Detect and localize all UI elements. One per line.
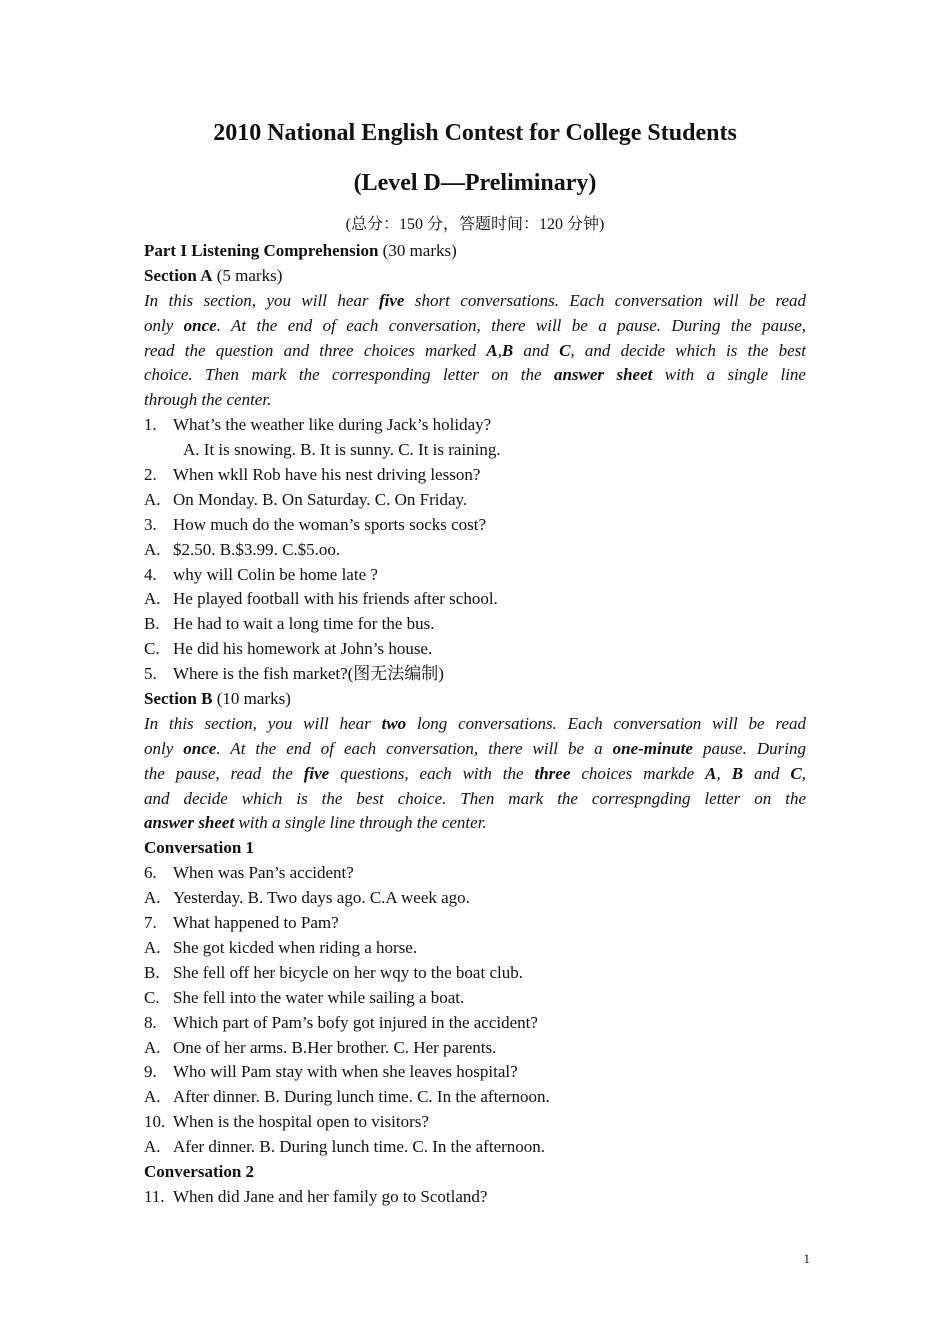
part1-heading: Part I Listening Comprehension (30 marks)	[144, 241, 457, 260]
answer-options	[144, 1135, 806, 1160]
item-label: 6.	[144, 863, 157, 883]
answer-options	[144, 936, 806, 961]
instruction-line: read the question and three choices marked A,B and C, and decide which is the best	[144, 340, 806, 360]
item-text: He did his homework at John’s house.	[173, 639, 433, 659]
page-number: 1	[803, 1251, 810, 1266]
sectionB-instructions	[144, 712, 806, 836]
instruction-line: the pause, read the five questions, each with the three choices markde A, B and C,	[144, 763, 806, 783]
item-label: A.	[144, 888, 161, 908]
item-label: A.	[144, 1087, 161, 1107]
question-item	[144, 513, 806, 538]
sectionA-items	[144, 413, 806, 687]
instruction-line: and decide which is the best choice. Then mark the correspngding letter on the	[144, 788, 806, 808]
answer-options	[144, 637, 806, 662]
exam-body	[144, 239, 806, 1210]
document-level: (Level D—Preliminary)	[353, 170, 597, 196]
item-label: 5.	[144, 664, 157, 684]
item-text: How much do the woman’s sports socks cost?	[173, 514, 487, 534]
conversation2-items	[144, 1185, 806, 1210]
question-item	[144, 1011, 806, 1036]
item-label: A.	[144, 1037, 161, 1057]
item-label: 9.	[144, 1062, 157, 1082]
item-text: He played football with his friends after school.	[173, 589, 498, 609]
answer-options	[144, 986, 806, 1011]
question-item	[144, 911, 806, 936]
conversation1-heading: Conversation 1	[144, 838, 255, 858]
item-text: What’s the weather like during Jack’s holiday?	[173, 415, 492, 435]
item-text: why will Colin be home late ?	[173, 564, 378, 584]
instruction-line: only once. At the end of each conversation, there will be a one-minute pause. During	[144, 738, 806, 758]
item-text: What happened to Pam?	[173, 913, 339, 933]
item-text: She fell off her bicycle on her wqy to the boat club.	[173, 962, 523, 982]
item-text: He had to wait a long time for the bus.	[173, 614, 435, 634]
instruction-line: only once. At the end of each conversation, there will be a pause. During the pause,	[144, 315, 806, 335]
item-text: Who will Pam stay with when she leaves hospital?	[173, 1062, 518, 1082]
answer-options	[144, 1085, 806, 1110]
item-label: 2.	[144, 465, 157, 485]
item-label: 1.	[144, 415, 157, 435]
item-text: Yesterday. B. Two days ago. C.A week ago.	[173, 888, 470, 908]
item-label: 4.	[144, 564, 157, 584]
document-title: 2010 National English Contest for College Students	[213, 120, 737, 146]
answer-options	[144, 538, 806, 563]
item-label: B.	[144, 962, 160, 982]
instruction-line: In this section, you will hear five short conversations. Each conversation will be read	[144, 290, 807, 310]
sectionA-heading: Section A (5 marks)	[144, 265, 283, 285]
item-label: 3.	[144, 514, 157, 534]
score-time-note: (总分：150 分，答题时间：120 分钟)	[345, 216, 605, 233]
sectionB-heading: Section B (10 marks)	[144, 689, 291, 709]
instruction-line: choice. Then mark the corresponding letter on the answer sheet with a single line	[144, 365, 806, 385]
item-label: A.	[144, 539, 161, 559]
answer-options	[144, 961, 806, 986]
item-label: A.	[144, 1137, 161, 1157]
question-item	[144, 1185, 806, 1210]
item-label: C.	[144, 987, 160, 1007]
item-text: She fell into the water while sailing a boat.	[173, 987, 465, 1007]
item-label: 11.	[144, 1186, 165, 1206]
item-text: $2.50. B.$3.99. C.$5.oo.	[173, 539, 341, 559]
question-item	[144, 662, 806, 687]
item-label: 8.	[144, 1012, 157, 1032]
instruction-line: In this section, you will hear two long conversations. Each conversation will be read	[144, 713, 807, 733]
instruction-line: answer sheet with a single line through the center.	[144, 813, 487, 833]
question-item	[144, 1110, 806, 1135]
item-label: A.	[144, 489, 161, 509]
item-label: 10.	[144, 1112, 166, 1132]
answer-options: A. It is snowing. B. It is sunny. C. It is raining.	[183, 440, 501, 460]
answer-options	[144, 488, 806, 513]
item-label: B.	[144, 614, 160, 634]
item-text: On Monday. B. On Saturday. C. On Friday.	[173, 489, 468, 509]
item-text: When wkll Rob have his nest driving lesson?	[173, 465, 481, 485]
instruction-line: through the center.	[144, 390, 272, 410]
item-text: When is the hospital open to visitors?	[173, 1112, 429, 1132]
answer-options	[144, 886, 806, 911]
item-text: Afer dinner. B. During lunch time. C. In the afternoon.	[173, 1137, 546, 1157]
item-label: C.	[144, 639, 160, 659]
item-text: When was Pan’s accident?	[173, 863, 354, 883]
answer-options	[144, 587, 806, 612]
item-text: Which part of Pam’s bofy got injured in the accident?	[173, 1012, 538, 1032]
conversation2-heading: Conversation 2	[144, 1161, 255, 1181]
item-label: 7.	[144, 913, 157, 933]
conversation1-items	[144, 861, 806, 1160]
sectionA-instructions	[144, 289, 806, 413]
item-label: A.	[144, 937, 161, 957]
item-text: Where is the fish market?(图无法编制)	[173, 664, 444, 684]
item-text: One of her arms. B.Her brother. C. Her parents.	[173, 1037, 497, 1057]
question-item	[144, 861, 806, 886]
question-item	[144, 1060, 806, 1085]
answer-options	[144, 612, 806, 637]
question-item	[144, 413, 806, 438]
item-text: After dinner. B. During lunch time. C. In the afternoon.	[173, 1087, 550, 1107]
item-text: She got kicded when riding a horse.	[173, 937, 418, 957]
question-item	[144, 463, 806, 488]
question-item	[144, 563, 806, 588]
answer-options	[144, 1036, 806, 1061]
item-label: A.	[144, 589, 161, 609]
item-text: When did Jane and her family go to Scotland?	[173, 1186, 488, 1206]
